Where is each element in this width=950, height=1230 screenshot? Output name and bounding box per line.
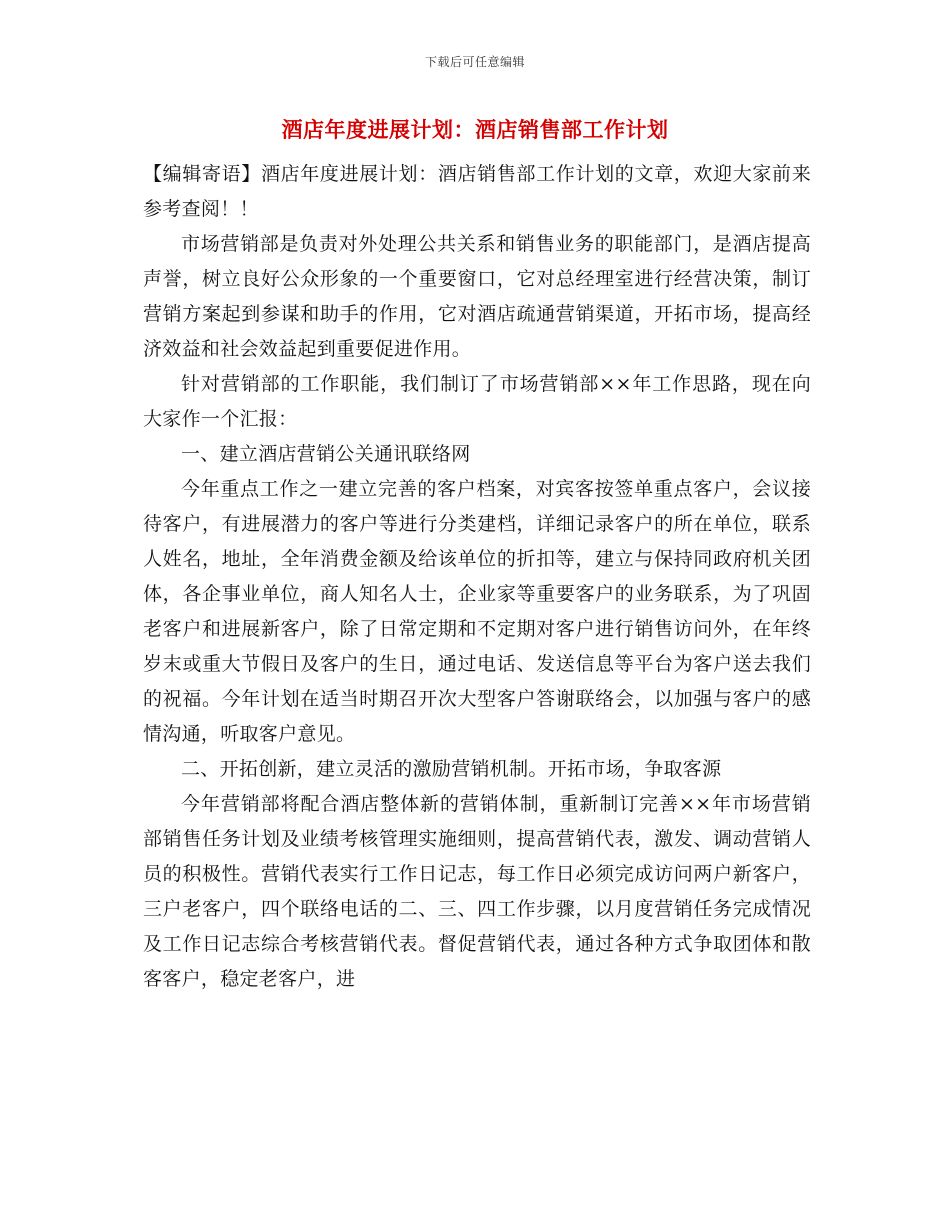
body-paragraph: 针对营销部的工作职能，我们制订了市场营销部××年工作思路，现在向大家作一个汇报： — [143, 373, 811, 430]
document-body — [143, 157, 811, 997]
body-paragraph: 市场营销部是负责对外处理公共关系和销售业务的职能部门，是酒店提高声誉，树立良好公众形象的一个重要窗口，它对总经理室进行经营决策，制订营销方案起到参谋和助手的作用，它对酒店疏通营销渠道，开拓市场，提高经济效益和社会效益起到重要促进作用。 — [143, 233, 811, 360]
editor-note-paragraph: 【编辑寄语】酒店年度进展计划：酒店销售部工作计划的文章，欢迎大家前来参考查阅！！ — [143, 163, 811, 220]
section-heading: 一、建立酒店营销公关通讯联络网 — [181, 443, 471, 465]
body-paragraph: 今年重点工作之一建立完善的客户档案，对宾客按签单重点客户，会议接待客户，有进展潜力的客户等进行分类建档，详细记录客户的所在单位，联系人姓名，地址，全年消费金额及给该单位的折扣等，建立与保持同政府机关团体，各企事业单位，商人知名人士，企业家等重要客户的业务联系，为了巩固老客户和进展新客户，除了日常定期和不定期对客户进行销售访问外，在年终岁末或重大节假日及客户的生日，通过电话、发送信息等平台为客户送去我们的祝福。今年计划在适当时期召开次大型客户答谢联络会，以加强与客户的感情沟通，听取客户意见。 — [143, 478, 811, 745]
document-title: 酒店年度进展计划：酒店销售部工作计划 — [281, 118, 669, 142]
section-heading: 二、开拓创新，建立灵活的激励营销机制。开拓市场，争取客源 — [181, 758, 722, 780]
header-note: 下载后可任意编辑 — [424, 55, 525, 69]
body-paragraph: 今年营销部将配合酒店整体新的营销体制，重新制订完善××年市场营销部销售任务计划及业绩考核管理实施细则，提高营销代表，激发、调动营销人员的积极性。营销代表实行工作日记志，每工作日必须完成访问两户新客户，三户老客户，四个联络电话的二、三、四工作步骤，以月度营销任务完成情况及工作日记志综合考核营销代表。督促营销代表，通过各种方式争取团体和散客客户，稳定老客户，进 — [143, 793, 811, 990]
